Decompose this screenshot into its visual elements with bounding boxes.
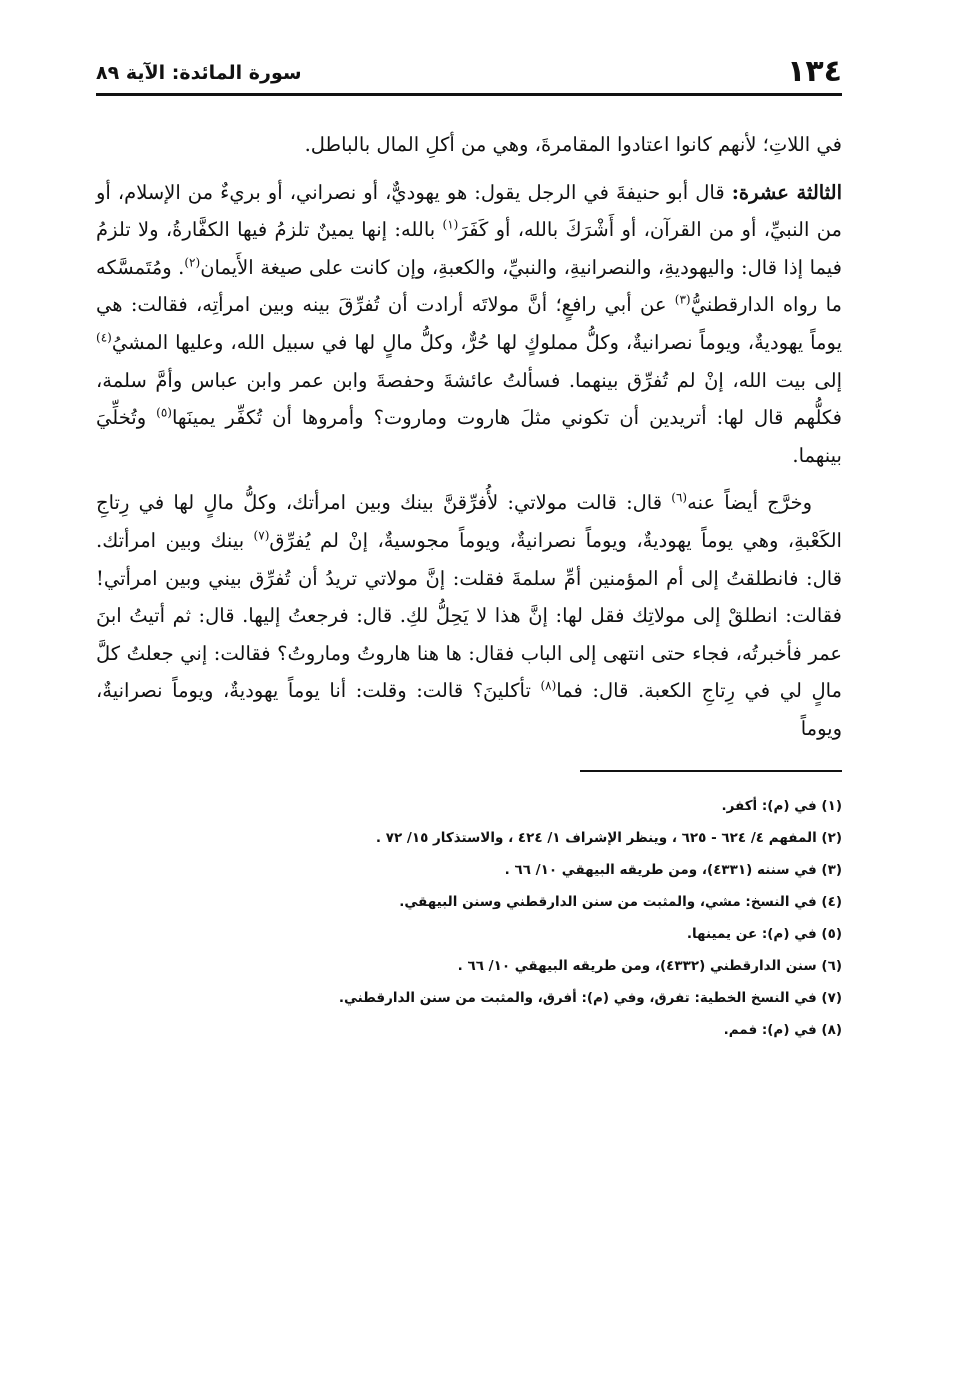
footnote-marker: (٢) — [184, 255, 201, 270]
footnote-separator — [580, 770, 842, 772]
footnote-marker: (٦) — [671, 490, 688, 505]
paragraph-text: إلى بيت الله، إنْ لم تُفرِّق بينهما. فسألتُ عائشةَ وحفصةَ وابن عمر وابن عباس وأمَّ سلمة، فكلُّهم قال لها: أتريدين أن تكوني مثلَ هاروت وماروت؟ وأمروها أن تُكفِّر يمينَها — [96, 368, 842, 430]
footnote: (٨) في (م): فمم. — [723, 1021, 842, 1038]
paragraph — [96, 484, 842, 747]
paragraph-text: في اللاتِ؛ لأنهم كانوا اعتادوا المقامرةَ، وهي من أكلِ المال بالباطل. — [304, 133, 842, 156]
paragraph — [96, 174, 842, 475]
paragraph-text: بينك وبين امرأتك. قال: فانطلقتُ إلى أم المؤمنين أمِّ سلمةَ فقلت: إنَّ مولاتي تريدُ أن تُفرِّق بيني وبين امرأتي! فقالت: انطلقْ إلى مولاتِك فقل لها: إنَّ هذا لا يَحِلُّ لكِ. قال: فرجعتُ إليها. قال: ثم أتيتُ ابنَ عمر فأخبرتُه، فجاء حتى انتهى إلى الباب فقال: ها هنا هاروتُ وماروتُ؟ فقالت: إني جعلتُ كلَّ مالٍ لي في رِتاجِ الكعبة. قال: فما — [96, 528, 843, 703]
footnote: (٤) في النسخ: مشي، والمثبت من سنن الدارقطني وسنن البيهقي. — [399, 893, 842, 910]
paragraph-text: بالله: إنها يمينٌ تلزمُ فيها الكفَّارةُ، ولا تلزمُ فيما إذا قال: واليهوديةِ، والنصرانيةِ، والنبيِّ، والكعبةِ، وإن كانت على صيغة الأَيمان — [96, 218, 842, 279]
footnote-marker: (٣) — [674, 292, 691, 307]
footnote: (٣) في سننه (٤٣٣١)، ومن طريقه البيهقي ١٠/ ٦٦ . — [504, 861, 842, 878]
footnotes — [96, 790, 842, 1046]
page-number: ١٣٤ — [787, 54, 842, 89]
paragraph-text: وتُخلِّيَ بينهما. — [96, 406, 842, 467]
paragraph-text: وخرَّج أيضاً عنه — [687, 491, 813, 515]
paragraph — [96, 126, 842, 164]
section-lead: الثالثة عشرة: — [731, 180, 842, 204]
footnote: (٦) سنن الدارقطني (٤٣٣٢)، ومن طريقه البيهقي ١٠/ ٦٦ . — [457, 957, 842, 974]
footnote-marker: (٤) — [96, 330, 112, 345]
book-page — [96, 52, 842, 1349]
footnote: (٢) المفهم ٤/ ٦٢٤ - ٦٢٥ ، وينظر الإشراف ١/ ٤٢٤ ، والاستذكار ١٥/ ٧٢ . — [375, 829, 842, 846]
main-text — [96, 126, 842, 748]
footnote: (٥) في (م): عن يمينها. — [686, 925, 842, 942]
footnote: (١) في (م): أكفر. — [721, 797, 842, 814]
footnote: (٧) في النسخ الخطية: تفرق، وفي (م): أفرق، والمثبت من سنن الدارقطني. — [338, 989, 842, 1006]
paragraph-text: . ومُتَمسَّكه ما رواه الدارقطنيُّ — [96, 255, 842, 317]
footnote-marker: (٨) — [540, 678, 557, 693]
running-title: سورة المائدة: الآية ٨٩ — [96, 62, 302, 84]
footnote-marker: (٧) — [253, 528, 270, 543]
paragraph-text: تأكلينَ؟ قالت: وقلت: أنا يوماً يهوديةٌ، ويوماً نصرانيةٌ، ويوماً — [96, 679, 842, 740]
footnote-marker: (٥) — [156, 405, 172, 420]
paragraph-text: عن أبي رافعٍ؛ أنَّ مولاتَه أرادت أن تُفرِّقَ بينه وبين امرأتِه، فقالت: هي يوماً يهوديةٌ، ويوماً نصرانيةٌ، وكلُّ مملوكٍ لها حُرٌّ، وكلُّ مالٍ لها في سبيل الله، وعليها المشيُ — [96, 293, 842, 354]
paragraph-text: قال أبو حنيفةَ في الرجل يقول: هو يهوديٌّ، أو نصراني، أو بريءٌ من الإسلام، أو من النبيِّ، أو من القرآن، أو أَشْرَكَ بالله، أو كَفَرَ — [96, 180, 842, 242]
footnote-marker: (١) — [442, 217, 459, 232]
page-header — [96, 52, 842, 96]
paragraph-text: قال: قالت مولاتي: لأُفرِّقنَّ بينك وبين امرأتك، وكلُّ مالٍ لها في رِتاجِ الكَعْبةِ، وهي يوماً يهوديةٌ، ويوماً نصرانيةٌ، ويوماً مجوسيةٌ، إنْ لم يُفرِّق — [96, 491, 842, 552]
